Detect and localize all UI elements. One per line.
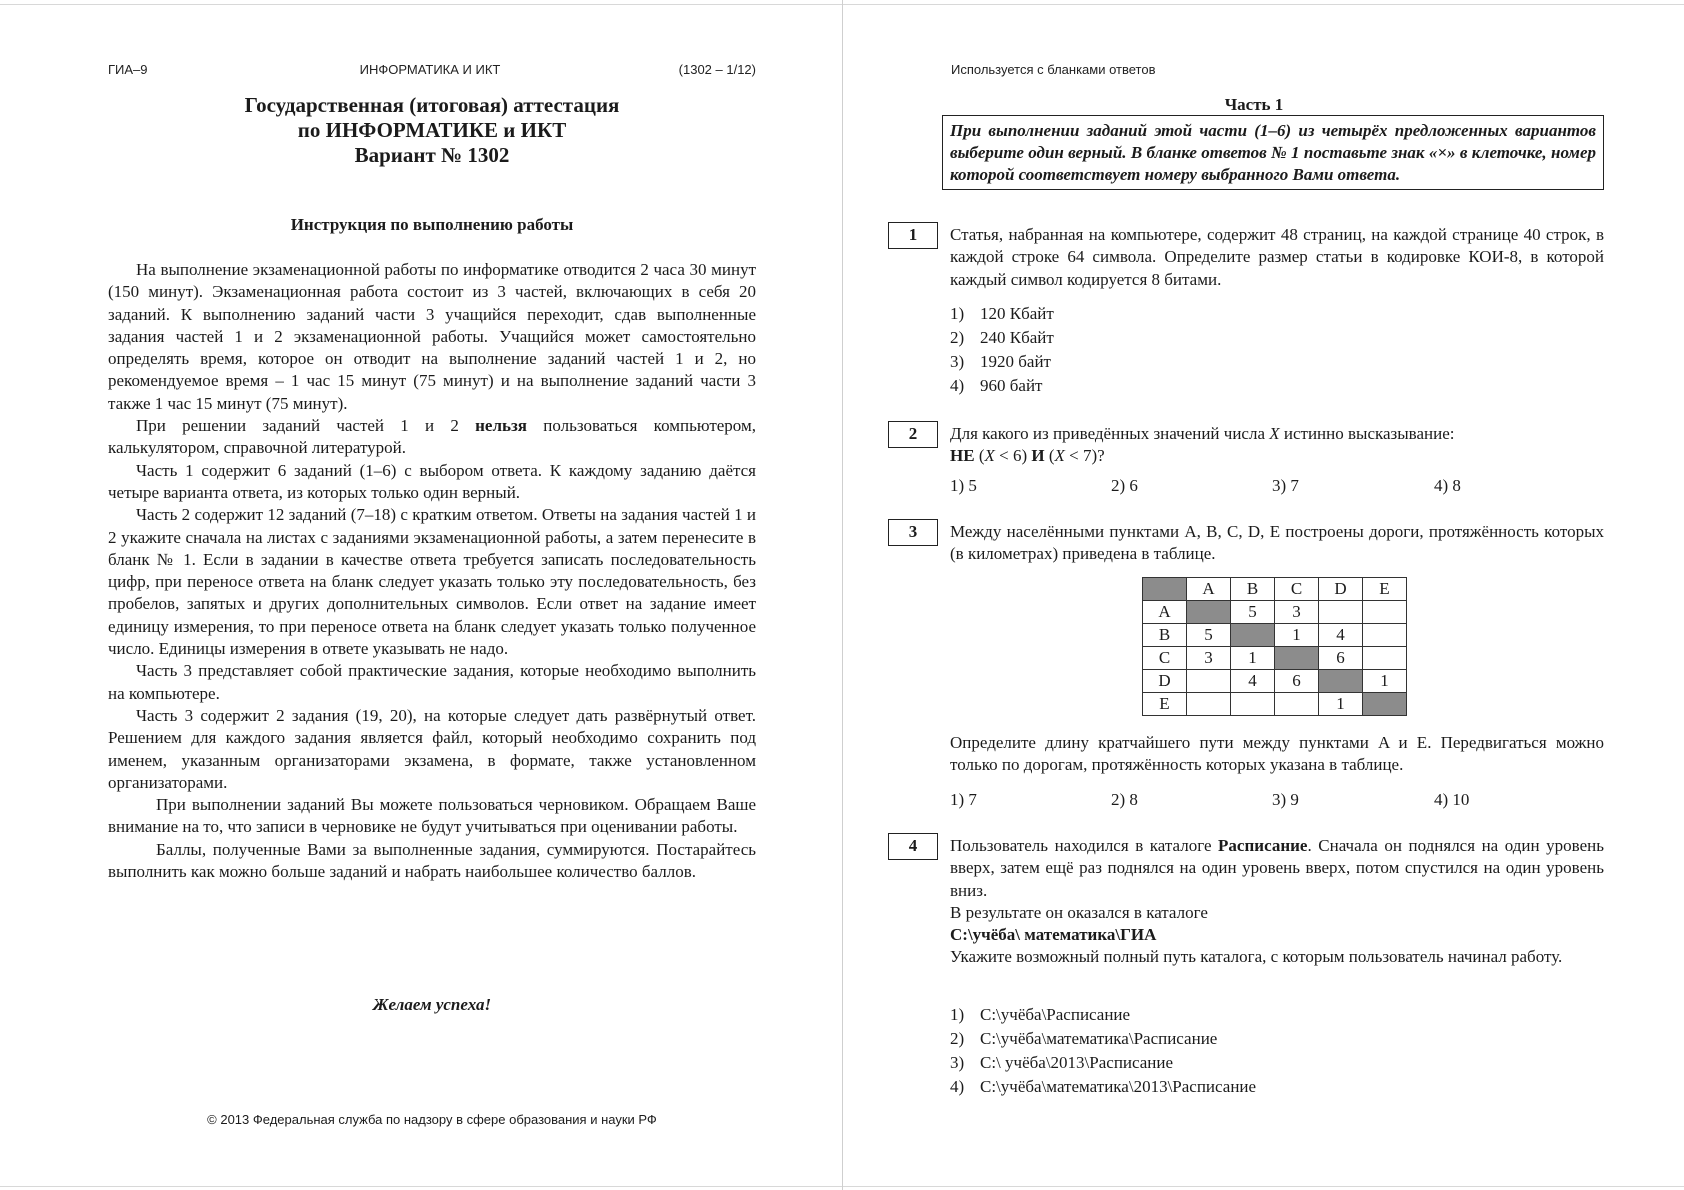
option-text: 240 Кбайт xyxy=(980,328,1054,347)
instruction-paragraph: На выполнение экзаменационной работы по информатике отводится 2 часа 30 минут (150 минут). Экзаменационная работа состоит из 3 частей, включающих в себя 20 заданий. К выполнению заданий части 3 учащийся переходит, сдав выполненные задания частей 1 и 2 экзаменационной работы. Учащийся может самостоятельно определять время, которое он отводит на выполнение заданий частей 1 и 2, но рекомендуемое время – 1 час 15 минут (75 минут) и на выполнение заданий части 3 также 1 час 15 минут (75 минут). xyxy=(108,260,756,413)
table-cell xyxy=(1231,693,1275,716)
emphasis-text: нельзя xyxy=(475,416,528,436)
header-note: Используется с бланками ответов xyxy=(951,62,1156,77)
option-number: 4) xyxy=(1434,790,1449,809)
option-number: 1) xyxy=(950,476,965,495)
option-text: 6 xyxy=(1129,476,1138,495)
header-page-code: (1302 – 1/12) xyxy=(678,62,756,77)
table-cell xyxy=(1231,624,1275,647)
directory-name: Расписание xyxy=(1218,836,1308,855)
question-number-box: 4 xyxy=(888,833,938,860)
text-run: ( xyxy=(1044,446,1055,466)
answer-option[interactable] xyxy=(1111,476,1138,496)
instruction-paragraph xyxy=(108,415,756,460)
table-corner-cell xyxy=(1143,578,1187,601)
instruction-paragraph: Часть 2 содержит 12 заданий (7–18) с кратким ответом. Ответы на задания частей 1 и 2 укажите сначала на листах с заданиями экзаменационной работы, а затем перенесите в бланк № 1. Если в задании в качестве ответа требуется записать последовательность цифр, при переносе ответа на бланк следует указать только эту последовательность, без пробелов, запятых и других дополнительных символов. Если ответ на задание имеет единицу измерения, то при переносе ответа на бланк следует указать только полученное число. Единицы измерения в ответе указывать не надо. xyxy=(108,505,756,659)
table-cell: 1 xyxy=(1231,647,1275,670)
text-run: < 7)? xyxy=(1064,446,1105,466)
question-3-text-after: Определите длину кратчайшего пути между пунктами A и E. Передвигаться можно только по дорогам, протяжённость которых указана в таблице. xyxy=(950,733,1604,775)
answer-option[interactable] xyxy=(950,1003,1256,1027)
option-text: 960 байт xyxy=(980,376,1043,395)
question-2-line-1 xyxy=(950,423,1604,445)
question-4-options xyxy=(950,1003,1256,1099)
question-number-box: 3 xyxy=(888,519,938,546)
table-header-row xyxy=(1143,578,1407,601)
text-run: истинно высказывание: xyxy=(1279,424,1455,443)
option-text: 8 xyxy=(1129,790,1138,809)
instruction-paragraph: Часть 3 содержит 2 задания (19, 20), на которые следует дать развёрнутый ответ. Решением для каждого задания является файл, который необходимо сохранить под именем, указанным организаторами экзамена, в формате, также установленном организаторами. xyxy=(108,705,756,792)
option-number: 2) xyxy=(950,1029,965,1048)
option-number: 2) xyxy=(950,328,965,347)
answer-option[interactable] xyxy=(1434,476,1461,496)
operator-and: И xyxy=(1031,446,1045,466)
table-row-header: A xyxy=(1143,601,1187,624)
title-line: Государственная (итоговая) аттестация xyxy=(244,93,620,117)
text-run: ( xyxy=(974,446,985,466)
option-number: 4) xyxy=(950,1077,965,1096)
answer-option[interactable] xyxy=(1434,790,1469,810)
answer-option[interactable] xyxy=(950,302,1054,326)
table-column-header: B xyxy=(1231,578,1275,601)
table-cell: 3 xyxy=(1275,601,1319,624)
table-cell xyxy=(1275,647,1319,670)
table-row xyxy=(1143,647,1407,670)
table-row-header: D xyxy=(1143,670,1187,693)
table-row-header: E xyxy=(1143,693,1187,716)
option-number: 4) xyxy=(950,376,965,395)
option-text: С:\учёба\математика\Расписание xyxy=(980,1029,1218,1048)
table-column-header: C xyxy=(1275,578,1319,601)
table-cell: 6 xyxy=(1275,670,1319,693)
header-exam-code: ГИА–9 xyxy=(108,62,148,77)
table-cell xyxy=(1363,624,1407,647)
directory-path: С:\учёба\ математика\ГИА xyxy=(950,925,1157,945)
instruction-paragraph: Баллы, полученные Вами за выполненные задания, суммируются. Постарайтесь выполнить как можно больше заданий и набрать наибольшее количество баллов. xyxy=(108,839,756,882)
variable-x: X xyxy=(984,446,995,466)
table-row xyxy=(1143,670,1407,693)
part-instruction-box: При выполнении заданий этой части (1–6) из четырёх предложенных вариантов выберите один верный. В бланке ответов № 1 поставьте знак «×» в клеточке, номер которой соответствует номеру выбранного Вами ответа. xyxy=(942,115,1604,190)
option-text: С:\ учёба\2013\Расписание xyxy=(980,1053,1174,1072)
answer-option[interactable] xyxy=(950,350,1054,374)
bottom-edge xyxy=(0,1186,842,1187)
table-row xyxy=(1143,624,1407,647)
question-1-text: Статья, набранная на компьютере, содержит 48 страниц, на каждой странице 40 строк, в каждой строке 64 символа. Определите размер статьи в кодировке КОИ-8, в которой каждый символ кодируется 8 битами. xyxy=(950,225,1604,289)
answer-option[interactable] xyxy=(950,790,977,810)
option-number: 1) xyxy=(950,1005,965,1024)
table-cell: 1 xyxy=(1275,624,1319,647)
right-page xyxy=(843,0,1684,1190)
table-cell: 4 xyxy=(1319,624,1363,647)
text-run: < 6) xyxy=(994,446,1032,466)
table-row xyxy=(1143,601,1407,624)
table-cell xyxy=(1275,693,1319,716)
option-text: 7 xyxy=(1290,476,1299,495)
question-4-text xyxy=(950,835,1604,969)
table-cell: 5 xyxy=(1231,601,1275,624)
option-number: 4) xyxy=(1434,476,1449,495)
question-4-prompt: Укажите возможный полный путь каталога, с которым пользователь начинал работу. xyxy=(950,947,1563,967)
option-number: 2) xyxy=(1111,790,1126,809)
table-cell xyxy=(1319,601,1363,624)
text-run: При решении заданий частей 1 и 2 xyxy=(136,416,476,436)
table-cell: 5 xyxy=(1187,624,1231,647)
instruction-paragraph: Часть 3 представляет собой практические задания, которые необходимо выполнить на компьютере. xyxy=(108,661,756,703)
option-number: 3) xyxy=(1272,790,1287,809)
instruction-paragraph: Часть 1 содержит 6 заданий (1–6) с выбором ответа. К каждому заданию даётся четыре варианта ответа, из которых только один верный. xyxy=(108,460,756,502)
answer-option[interactable] xyxy=(1272,476,1299,496)
answer-option[interactable] xyxy=(1111,790,1138,810)
option-number: 3) xyxy=(950,352,965,371)
good-luck-text: Желаем успеха! xyxy=(372,995,492,1014)
text-run: Пользователь находился в каталоге xyxy=(950,836,1219,855)
option-number: 2) xyxy=(1111,476,1126,495)
answer-option[interactable] xyxy=(950,476,977,496)
title-line: по ИНФОРМАТИКЕ и ИКТ xyxy=(297,118,567,142)
question-3-text: Между населёнными пунктами A, B, C, D, E построены дороги, протяжённость которых (в километрах) приведена в таблице. xyxy=(950,522,1604,564)
answer-option[interactable] xyxy=(950,1075,1256,1099)
table-row xyxy=(1143,693,1407,716)
text-run: Для какого из приведённых значений числа xyxy=(950,424,1270,443)
part-title: Часть 1 xyxy=(1224,95,1284,114)
text-run: пользоваться компьютером, калькулятором, справочной литературой. xyxy=(108,416,756,458)
instruction-body xyxy=(108,259,756,883)
instruction-paragraph: При выполнении заданий Вы можете пользоваться черновиком. Обращаем Ваше внимание на то, что записи в черновике не будут учитываться при оценивании работы. xyxy=(108,795,756,837)
table-cell: 4 xyxy=(1231,670,1275,693)
question-2-text xyxy=(950,423,1604,468)
table-cell: 1 xyxy=(1363,670,1407,693)
table-cell xyxy=(1187,601,1231,624)
question-1-options xyxy=(950,302,1054,398)
bottom-edge xyxy=(843,1186,1684,1187)
question-4-result-line: В результате он оказался в каталоге xyxy=(950,902,1208,922)
table-cell xyxy=(1363,693,1407,716)
option-text: 1920 байт xyxy=(980,352,1051,371)
top-edge xyxy=(0,4,842,5)
answer-option[interactable] xyxy=(950,374,1054,398)
table-cell xyxy=(1187,670,1231,693)
header-subject: ИНФОРМАТИКА И ИКТ xyxy=(359,62,501,77)
variable-x: X xyxy=(1054,446,1065,466)
answer-option[interactable] xyxy=(950,1027,1256,1051)
table-cell xyxy=(1187,693,1231,716)
table-cell xyxy=(1319,670,1363,693)
variable-x: X xyxy=(1269,424,1280,443)
answer-option[interactable] xyxy=(950,1051,1256,1075)
table-cell xyxy=(1363,601,1407,624)
option-number: 3) xyxy=(950,1053,965,1072)
table-cell: 1 xyxy=(1319,693,1363,716)
table-column-header: D xyxy=(1319,578,1363,601)
option-text: 7 xyxy=(968,790,977,809)
option-text: 5 xyxy=(968,476,977,495)
table-cell: 3 xyxy=(1187,647,1231,670)
question-number-box: 1 xyxy=(888,222,938,249)
option-text: С:\учёба\математика\2013\Расписание xyxy=(980,1077,1257,1096)
option-number: 3) xyxy=(1272,476,1287,495)
option-number: 1) xyxy=(950,304,965,323)
top-edge xyxy=(843,4,1684,5)
question-2-condition xyxy=(950,445,1604,467)
page-title xyxy=(108,93,756,168)
option-number: 1) xyxy=(950,790,965,809)
option-text: 9 xyxy=(1290,790,1299,809)
option-text: 8 xyxy=(1452,476,1461,495)
table-cell: 6 xyxy=(1319,647,1363,670)
answer-option[interactable] xyxy=(1272,790,1299,810)
distance-table xyxy=(1142,577,1407,716)
table-cell xyxy=(1363,647,1407,670)
answer-option[interactable] xyxy=(950,326,1054,350)
copyright-footer: © 2013 Федеральная служба по надзору в сфере образования и науки РФ xyxy=(207,1112,657,1127)
instruction-title: Инструкция по выполнению работы xyxy=(290,215,574,234)
table-row-header: B xyxy=(1143,624,1187,647)
title-line: Вариант № 1302 xyxy=(354,143,510,167)
option-text: 10 xyxy=(1452,790,1470,809)
question-4-paragraph xyxy=(950,835,1604,902)
question-number-box: 2 xyxy=(888,421,938,448)
table-column-header: A xyxy=(1187,578,1231,601)
table-row-header: C xyxy=(1143,647,1187,670)
option-text: 120 Кбайт xyxy=(980,304,1054,323)
option-text: С:\учёба\Расписание xyxy=(980,1005,1131,1024)
table-column-header: E xyxy=(1363,578,1407,601)
text-run: . Сначала он поднялся на один уровень вверх, затем ещё раз поднялся на один уровень вверх, потом спустился на один уровень вниз. xyxy=(950,836,1604,900)
operator-not: НЕ xyxy=(950,446,975,466)
